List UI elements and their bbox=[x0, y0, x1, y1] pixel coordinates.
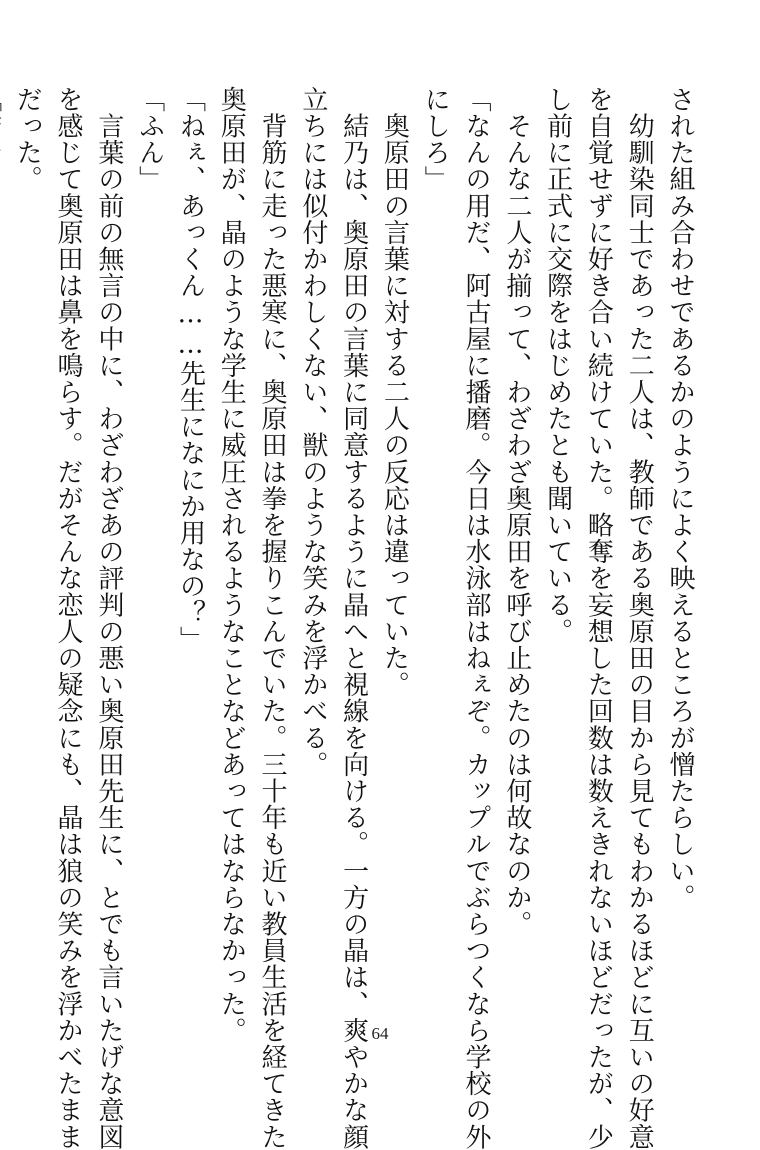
text-line: だった。 bbox=[12, 86, 43, 193]
text-line: し前に正式に交際をはじめたとも聞いている。 bbox=[542, 86, 573, 645]
text-line: 立ちには似付かわしくない、獣のような笑みを浮かべる。 bbox=[297, 86, 328, 778]
text-line bbox=[0, 86, 6, 1016]
text-line: 「ねぇ、あっくん……先生になにか用なの？」 bbox=[175, 86, 206, 653]
text-line: 結乃は、奥原田の言葉に同意するように晶へと視線を向ける。一方の晶は、爽やかな顔 bbox=[338, 86, 369, 1150]
text-line: 幼馴染同士であった二人は、教師である奥原田の目から見てもわかるほどに互いの好意 bbox=[624, 86, 655, 1150]
text-line: された組み合わせであるかのようによく映えるところが憎たらしい。 bbox=[665, 86, 695, 911]
text-line: 奥原田の言葉に対する二人の反応は違っていた。 bbox=[379, 86, 410, 698]
text-line: を感じて奥原田は鼻を鳴らす。だがそんな恋人の疑念にも、晶は狼の笑みを浮かべたまま bbox=[53, 86, 84, 1150]
text-line: 「なんの用だ、阿古屋に播磨。今日は水泳部はねぇぞ。カップルでぶらつくなら学校の外 bbox=[461, 86, 492, 1150]
text-line: 奥原田が、晶のような学生に威圧されるようなことなどあってはならなかった。 bbox=[216, 86, 247, 1044]
text-line: そんな二人が揃って、わざわざ奥原田を呼び止めたのは何故なのか。 bbox=[501, 86, 532, 938]
text-line: 言葉の前の無言の中に、わざわざあの評判の悪い奥原田先生に、とでも言いたげな意図 bbox=[93, 86, 124, 1150]
text-line: にしろ」 bbox=[420, 86, 451, 193]
page-number: 64 bbox=[371, 1024, 389, 1043]
text-line: 「ふん」 bbox=[134, 86, 165, 193]
text-line: 背筋に走った悪寒に、奥原田は拳を握りこんでいた。三十年も近い教員生活を経てきた bbox=[257, 86, 288, 1150]
text-line: を自覚せずに好き合い続けていた。略奪を妄想した回数は数えきれないほどだったが、少 bbox=[583, 86, 614, 1150]
